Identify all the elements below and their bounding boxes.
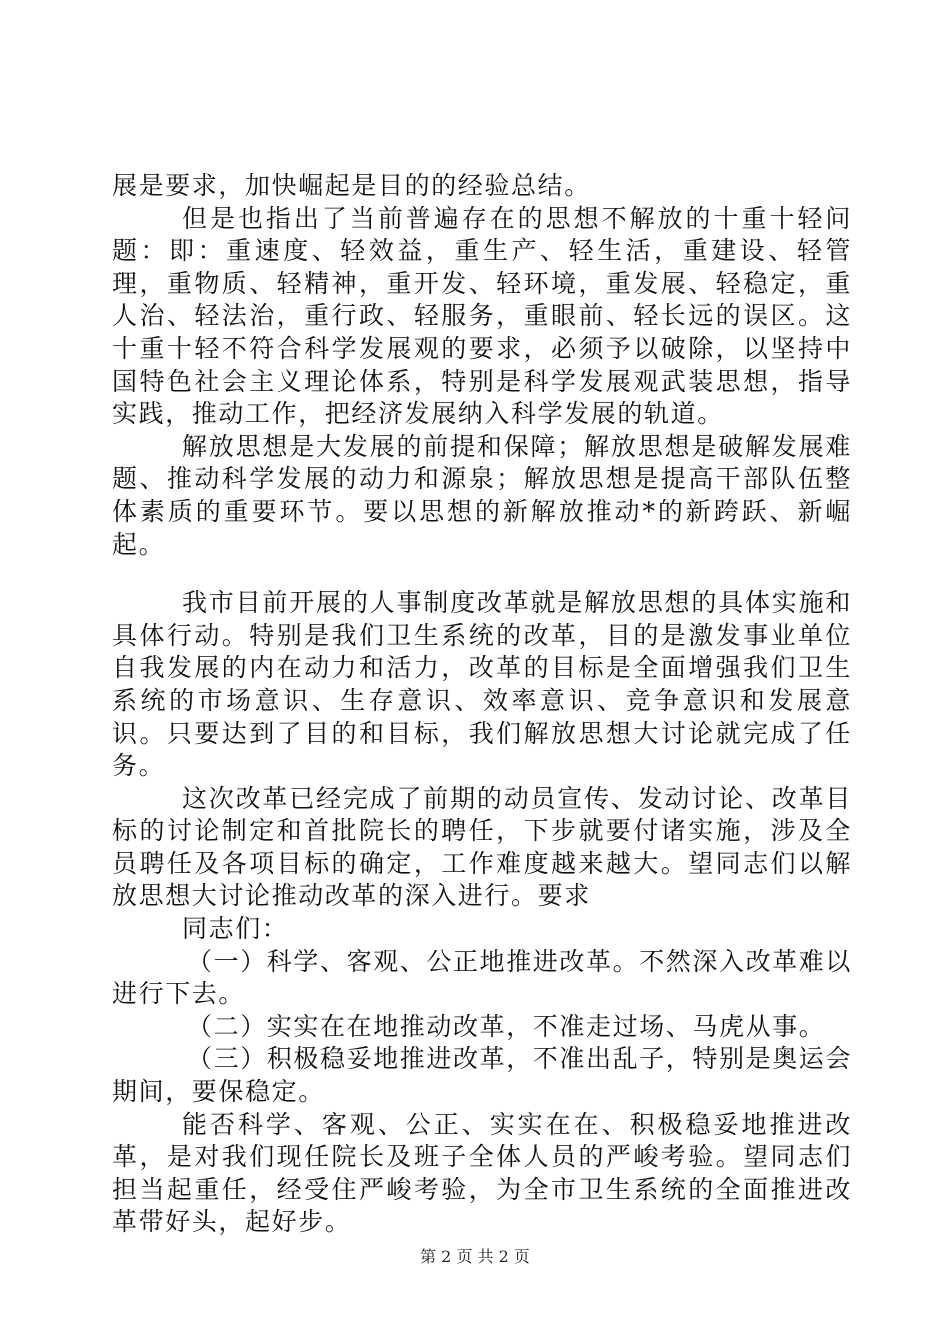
- paragraph-reform-progress: 这次改革已经完成了前期的动员宣传、发动讨论、改革目标的讨论制定和首批院长的聘任，下步就要付诸实施，涉及全员聘任及各项目标的确定，工作难度越来越大。望同志们以解放思想大讨论推动改革的深入进行。要求: [112, 783, 852, 911]
- paragraph-salutation: 同志们：: [182, 914, 289, 944]
- paragraph-liberate-thought: 解放思想是大发展的前提和保障；解放思想是破解发展难题、推动科学发展的动力和源泉；解放思想是提高干部队伍整体素质的重要环节。要以思想的新解放推动*的新跨跃、新崛起。: [112, 431, 852, 559]
- page-number-footer: 第 2 页 共 2 页: [420, 1247, 530, 1266]
- document-body: [112, 170, 852, 1239]
- paragraph-continuation: 展是要求，加快崛起是目的的经验总结。: [112, 171, 591, 200]
- paragraph-ten-problems: 但是也指出了当前普遍存在的思想不解放的十重十轻问题：即：重速度、轻效益，重生产、轻生活，重建设、轻管理，重物质、轻精神，重开发、轻环境，重发展、轻稳定，重人治、轻法治，重行政、轻服务，重眼前、轻长远的误区。这十重十轻不符合科学发展观的要求，必须予以破除，以坚持中国特色社会主义理论体系，特别是科学发展观武装思想，指导实践，推动工作，把经济发展纳入科学发展的轨道。: [112, 203, 852, 429]
- paragraph-requirement-3: （三）积极稳妥地推进改革，不准出乱子，特别是奥运会期间，要保稳定。: [112, 1044, 853, 1107]
- paragraph-requirement-2: （二）实实在在地推动改革，不准走过场、马虎从事。: [187, 1011, 826, 1041]
- paragraph-personnel-reform: 我市目前开展的人事制度改革就是解放思想的具体实施和具体行动。特别是我们卫生系统的改革，目的是激发事业单位自我发展的内在动力和活力，改革的目标是全面增强我们卫生系统的市场意识、生存意识、效率意识、竞争意识和发展意识。只要达到了目的和目标，我们解放思想大讨论就完成了任务。: [112, 588, 852, 781]
- paragraph-gap: [112, 561, 852, 587]
- paragraph-requirement-1: （一）科学、客观、公正地推进改革。不然深入改革难以进行下去。: [112, 946, 853, 1009]
- paragraph-conclusion: 能否科学、客观、公正、实实在在、积极稳妥地推进改革，是对我们现任院长及班子全体人员的严峻考验。望同志们担当起重任，经受住严峻考验，为全市卫生系统的全面推进改革带好头，起好步。: [112, 1109, 852, 1237]
